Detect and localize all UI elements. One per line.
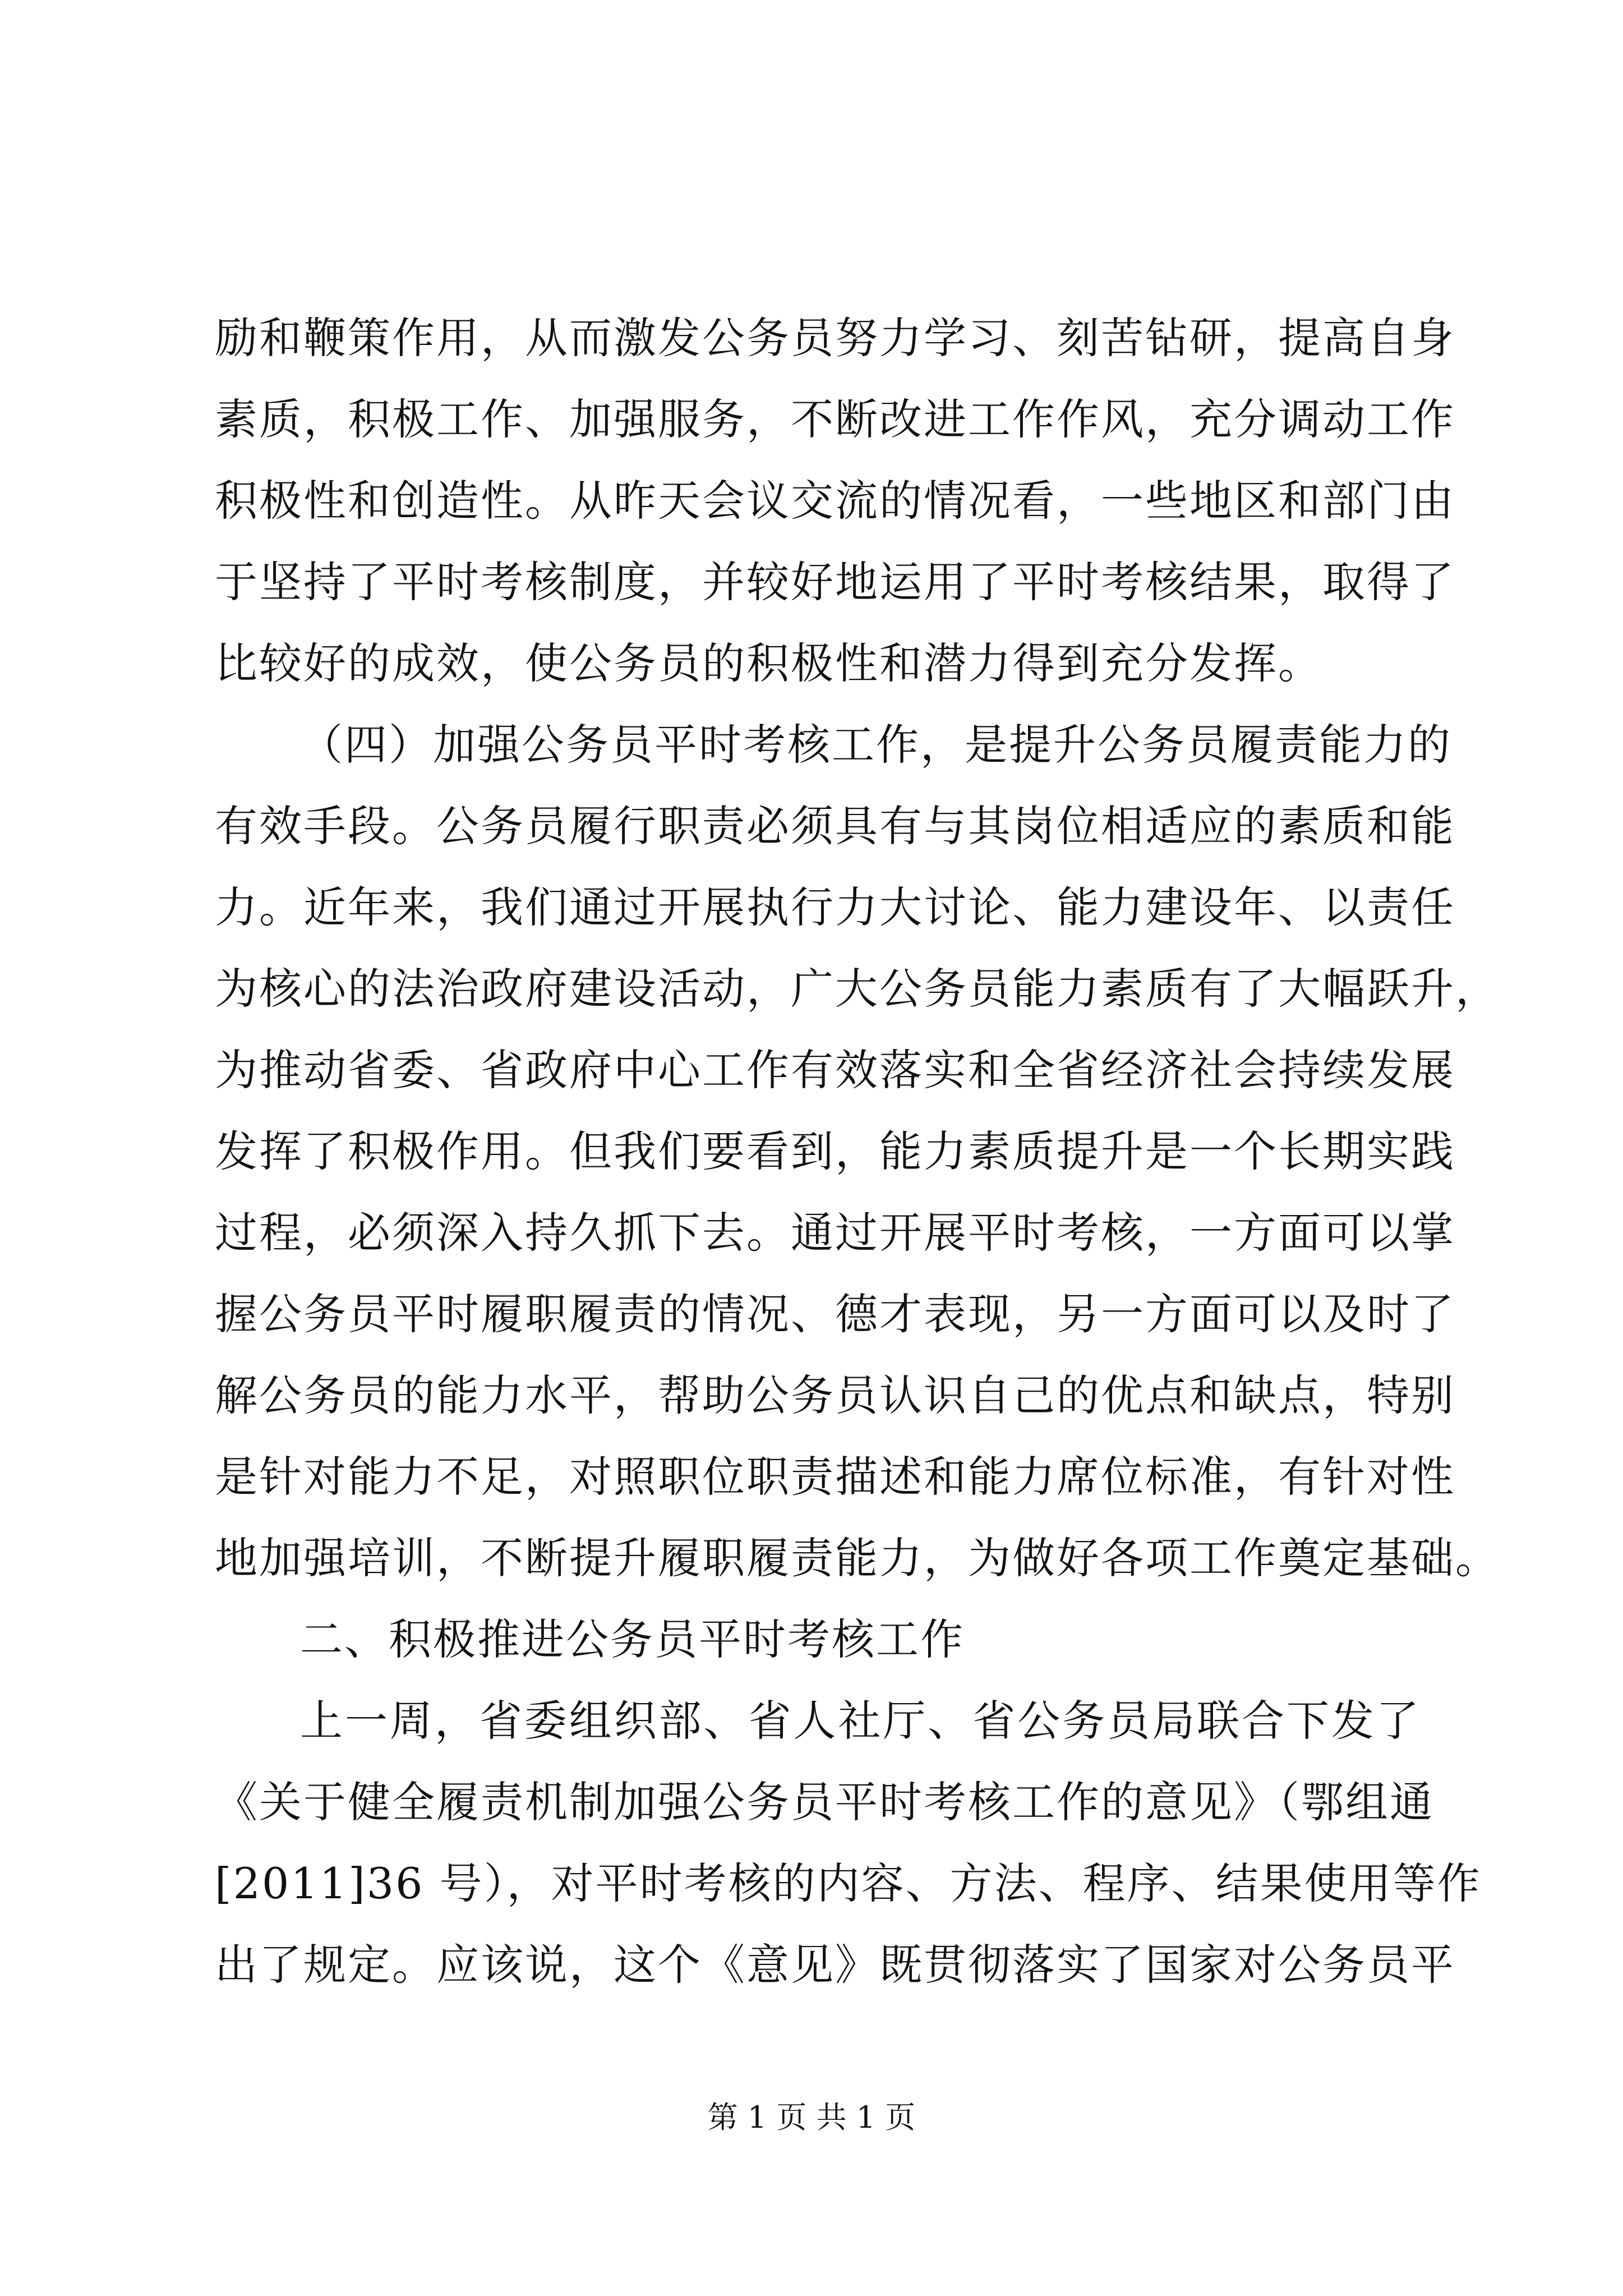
text-line: [2011]36 号），对平时考核的内容、方法、程序、结果使用等作	[215, 1858, 1482, 1908]
text-line: 地加强培训，不断提升履职履责能力，为做好各项工作奠定基础。	[215, 1533, 1500, 1583]
text-line: 《关于健全履责机制加强公务员平时考核工作的意见》（鄂组通	[215, 1777, 1434, 1827]
text-line: 积极性和创造性。从昨天会议交流的情况看，一些地区和部门由	[215, 476, 1455, 526]
section-heading: 二、积极推进公务员平时考核工作	[300, 1614, 965, 1664]
text-line: 出了规定。应该说，这个《意见》既贯彻落实了国家对公务员平	[215, 1940, 1455, 1990]
text-line: 为核心的法治政府建设活动，广大公务员能力素质有了大幅跃升，	[215, 964, 1500, 1014]
text-line: 有效手段。公务员履行职责必须具有与其岗位相适应的素质和能	[215, 801, 1455, 851]
text-line: 于坚持了平时考核制度，并较好地运用了平时考核结果，取得了	[215, 557, 1455, 607]
text-line: 为推动省委、省政府中心工作有效落实和全省经济社会持续发展	[215, 1045, 1455, 1095]
body-text	[215, 297, 1500, 2005]
text-line: 素质，积极工作、加强服务，不断改进工作作风，充分调动工作	[215, 394, 1455, 444]
text-line: 励和鞭策作用，从而激发公务员努力学习、刻苦钻研，提高自身	[215, 313, 1455, 363]
text-line: 发挥了积极作用。但我们要看到，能力素质提升是一个长期实践	[215, 1126, 1455, 1176]
text-line: 过程，必须深入持久抓下去。通过开展平时考核，一方面可以掌	[215, 1208, 1455, 1258]
text-line: 握公务员平时履职履责的情况、德才表现，另一方面可以及时了	[215, 1289, 1455, 1339]
text-line: 比较好的成效，使公务员的积极性和潜力得到充分发挥。	[215, 638, 1322, 688]
text-line: 力。近年来，我们通过开展执行力大讨论、能力建设年、以责任	[215, 882, 1455, 932]
page-number: 第 1 页 共 1 页	[707, 2100, 916, 2135]
text-line: 解公务员的能力水平，帮助公务员认识自己的优点和缺点，特别	[215, 1370, 1455, 1420]
text-line: 是针对能力不足，对照职位职责描述和能力席位标准，有针对性	[215, 1452, 1455, 1502]
page-footer	[0, 2098, 1623, 2137]
paragraph-first-line: （四）加强公务员平时考核工作，是提升公务员履责能力的	[300, 720, 1452, 770]
paragraph-first-line: 上一周，省委组织部、省人社厅、省公务员局联合下发了	[300, 1696, 1421, 1746]
